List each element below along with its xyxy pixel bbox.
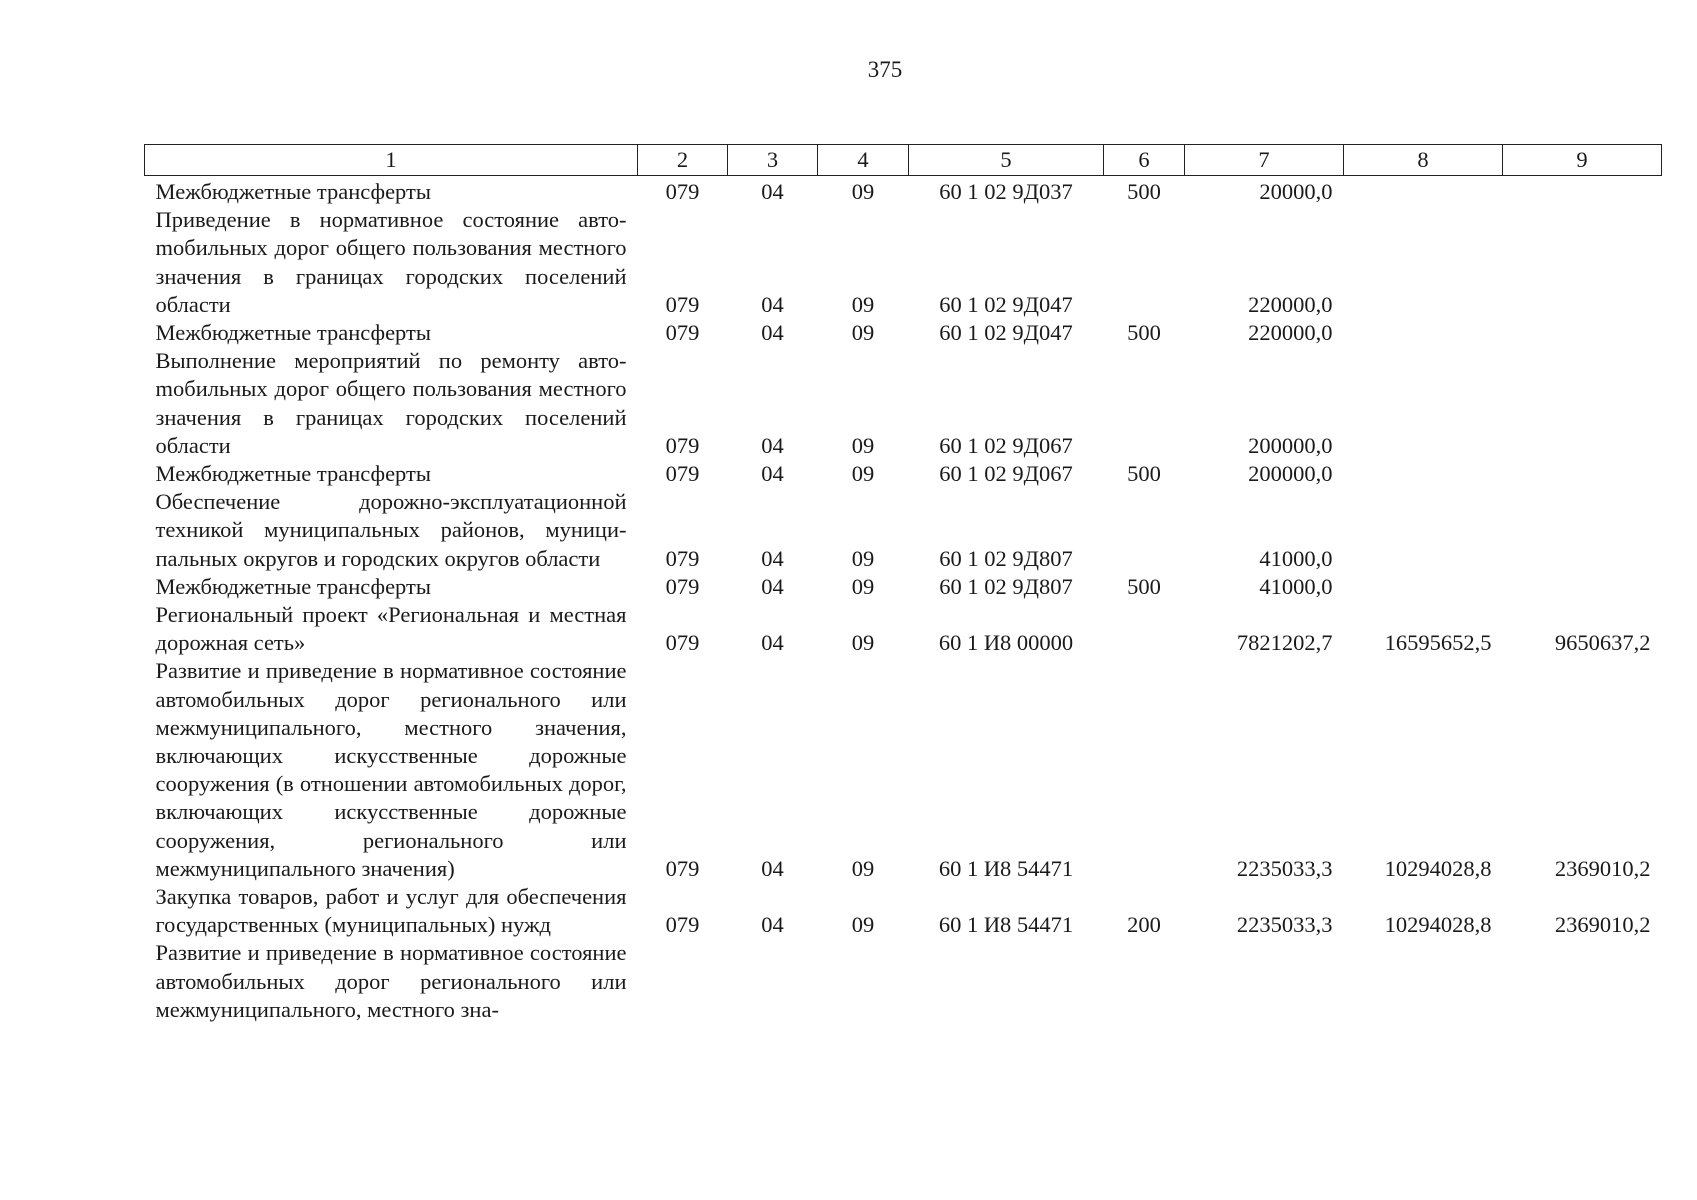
row-cell-4: 09 [851, 179, 875, 204]
row-cell-6: 500 [1127, 320, 1161, 346]
row-cell-7: 41000,0 [1259, 545, 1333, 571]
row-cell-8 [1344, 488, 1503, 573]
row-cell-2: 079 [665, 545, 700, 571]
row-cell-6: 500 [1127, 179, 1161, 204]
row-cell-8 [1344, 319, 1503, 347]
row-cell-2: 079 [665, 855, 700, 881]
row-cell-3: 04 [761, 432, 784, 458]
row-name-cell: Межбюджетные трансферты [155, 320, 431, 346]
header-cell-6: 6 [1104, 145, 1185, 176]
header-cell-1: 1 [145, 145, 638, 176]
row-cell-7: 220000,0 [1248, 320, 1333, 346]
row-cell-8: 10294028,8 [1384, 855, 1492, 881]
header-cell-7: 7 [1185, 145, 1344, 176]
row-cell-6 [1104, 657, 1185, 883]
row-cell-7: 220000,0 [1248, 291, 1333, 317]
row-cell-6 [1104, 206, 1185, 319]
row-cell-7: 200000,0 [1248, 461, 1333, 487]
row-cell-6: 200 [1127, 912, 1161, 938]
row-cell-9 [1503, 460, 1662, 488]
row-cell-9 [1503, 939, 1662, 1024]
row-name-cell: Приведение в нормативное состояние автоmобильных дорог общего пользования местного значения в границах городских поселений области [155, 207, 627, 317]
row-cell-3: 04 [761, 291, 784, 317]
table-row [145, 883, 1662, 939]
row-cell-7: 41000,0 [1259, 573, 1333, 599]
row-cell-6 [1104, 601, 1185, 657]
row-cell-4: 09 [851, 912, 875, 938]
row-cell-6 [1104, 347, 1185, 460]
row-cell-2: 079 [665, 573, 700, 599]
row-cell-3: 04 [761, 630, 784, 656]
row-cell-2: 079 [665, 432, 700, 458]
row-cell-5: 60 1 02 9Д047 [939, 291, 1073, 317]
row-cell-3: 04 [761, 320, 784, 346]
row-cell-9 [1503, 347, 1662, 460]
table-row [145, 939, 1662, 1024]
row-cell-4: 09 [851, 545, 875, 571]
row-cell-2: 079 [665, 179, 700, 204]
header-cell-8: 8 [1344, 145, 1503, 176]
row-cell-6: 500 [1127, 573, 1161, 599]
row-cell-5 [909, 939, 1104, 1024]
row-cell-9 [1503, 206, 1662, 319]
row-cell-4: 09 [851, 461, 875, 487]
table-row [145, 488, 1662, 573]
row-cell-9: 9650637,2 [1554, 630, 1651, 656]
header-cell-9: 9 [1503, 145, 1662, 176]
row-name-cell: Региональный проект «Региональная и местная дорожная сеть» [155, 602, 627, 656]
header-cell-2: 2 [638, 145, 728, 176]
row-cell-3: 04 [761, 179, 784, 204]
table-row [145, 601, 1662, 657]
header-cell-4: 4 [818, 145, 909, 176]
row-cell-2: 079 [665, 320, 700, 346]
row-cell-8 [1344, 206, 1503, 319]
row-cell-7 [1185, 939, 1344, 1024]
header-row [145, 145, 1662, 176]
row-name-cell: Межбюджетные трансферты [155, 573, 431, 599]
row-cell-7: 2235033,3 [1236, 912, 1333, 938]
row-cell-6 [1104, 488, 1185, 573]
row-cell-8: 16595652,5 [1384, 630, 1492, 656]
row-cell-9 [1503, 573, 1662, 601]
row-cell-5: 60 1 02 9Д807 [939, 545, 1073, 571]
table-row [145, 176, 1662, 207]
row-cell-9: 2369010,2 [1554, 855, 1651, 881]
row-cell-5: 60 1 И8 54471 [938, 855, 1074, 881]
table-body [145, 176, 1662, 1025]
row-cell-4: 09 [851, 573, 875, 599]
table-row [145, 657, 1662, 883]
row-name-cell: Выполнение мероприятий по ремонту автоmобильных дорог общего пользования местного значения в границах городских поселений области [155, 348, 627, 458]
table-row [145, 460, 1662, 488]
row-cell-4: 09 [851, 630, 875, 656]
row-cell-4 [818, 939, 909, 1024]
row-cell-2 [638, 939, 728, 1024]
row-cell-5: 60 1 02 9Д067 [939, 461, 1073, 487]
row-name-cell: Развитие и приведение в нормативное состояние автомобильных дорог регионального или межмуниципального, местного значения, включающих искусственные дорожные сооружения (в отношении автомобильных дорог, включающих искусственные дорожные сооружения, регионального или межмуниципального значения) [155, 658, 627, 881]
row-cell-7: 20000,0 [1259, 179, 1333, 204]
row-cell-2: 079 [665, 912, 700, 938]
table-row [145, 319, 1662, 347]
row-name-cell: Обеспечение дорожно-эксплуатационной техникой муниципальных районов, муниципальных округов и городских округов области [155, 489, 627, 571]
row-cell-5: 60 1 02 9Д047 [939, 320, 1073, 346]
table-row [145, 347, 1662, 460]
table-header [145, 145, 1662, 176]
table-row [145, 573, 1662, 601]
row-name-cell: Закупка товаров, работ и услуг для обеспечения государственных (муниципальных) нужд [155, 884, 627, 938]
row-cell-3: 04 [761, 855, 784, 881]
row-cell-8 [1344, 460, 1503, 488]
row-cell-5: 60 1 02 9Д037 [939, 179, 1073, 204]
row-cell-2: 079 [665, 291, 700, 317]
row-cell-8 [1344, 176, 1503, 207]
row-cell-3 [728, 939, 818, 1024]
row-cell-6: 500 [1127, 461, 1161, 487]
row-cell-5: 60 1 02 9Д067 [939, 432, 1073, 458]
row-name-cell: Межбюджетные трансферты [155, 179, 431, 204]
row-cell-7: 200000,0 [1248, 432, 1333, 458]
row-cell-8 [1344, 573, 1503, 601]
row-cell-8: 10294028,8 [1384, 912, 1492, 938]
row-cell-5: 60 1 И8 54471 [938, 912, 1074, 938]
budget-table [144, 144, 1662, 1024]
row-cell-2: 079 [665, 461, 700, 487]
row-cell-4: 09 [851, 432, 875, 458]
row-cell-3: 04 [761, 912, 784, 938]
row-cell-5: 60 1 02 9Д807 [939, 573, 1073, 599]
row-cell-3: 04 [761, 573, 784, 599]
header-cell-5: 5 [909, 145, 1104, 176]
row-cell-9: 2369010,2 [1554, 912, 1651, 938]
row-cell-4: 09 [851, 855, 875, 881]
row-name-cell: Межбюджетные трансферты [155, 461, 431, 487]
row-cell-9 [1503, 488, 1662, 573]
row-cell-4: 09 [851, 291, 875, 317]
header-cell-3: 3 [728, 145, 818, 176]
row-cell-9 [1503, 319, 1662, 347]
row-cell-2: 079 [665, 630, 700, 656]
row-cell-5: 60 1 И8 00000 [938, 630, 1074, 656]
row-cell-7: 2235033,3 [1236, 855, 1333, 881]
row-cell-7: 7821202,7 [1236, 630, 1333, 656]
row-cell-3: 04 [761, 461, 784, 487]
row-cell-8 [1344, 939, 1503, 1024]
row-cell-9 [1503, 176, 1662, 207]
row-name-cell: Развитие и приведение в нормативное состояние автомобильных дорог регионального или межмуниципального, местного зна- [155, 940, 627, 1022]
row-cell-4: 09 [851, 320, 875, 346]
row-cell-6 [1104, 939, 1185, 1024]
table-row [145, 206, 1662, 319]
page-number: 375 [867, 57, 903, 82]
row-cell-8 [1344, 347, 1503, 460]
row-cell-3: 04 [761, 545, 784, 571]
